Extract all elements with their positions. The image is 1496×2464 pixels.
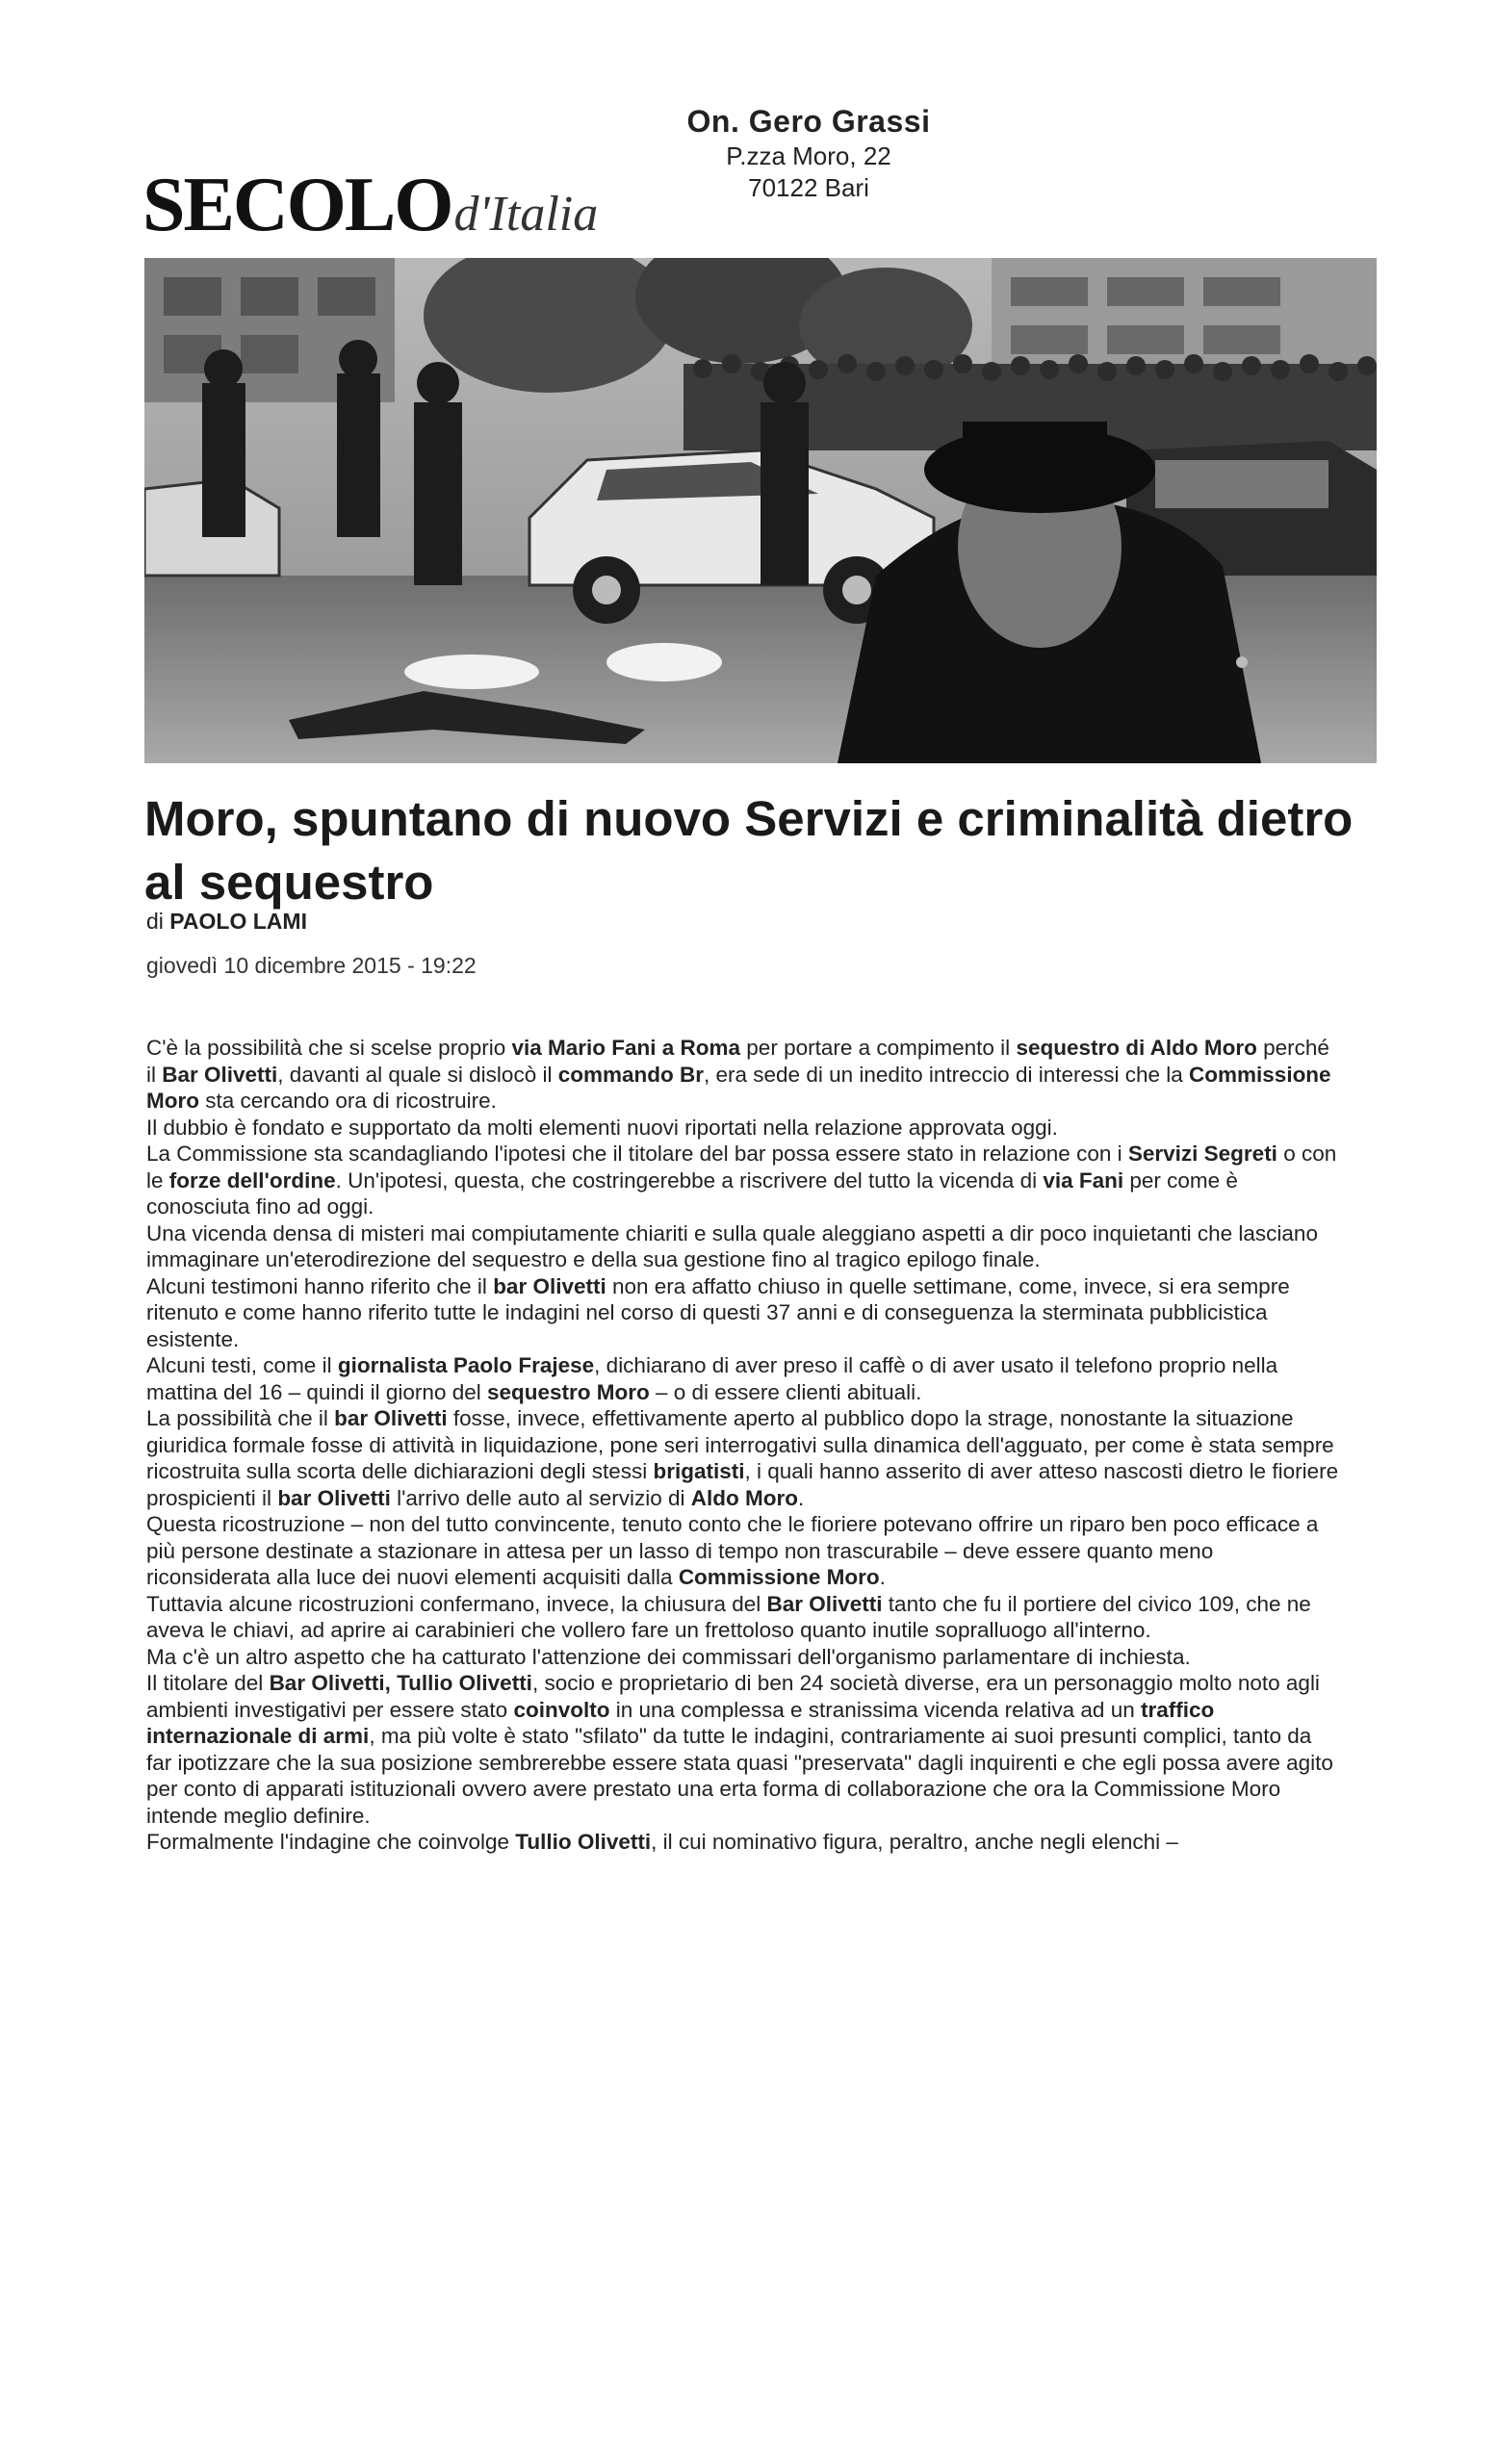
text-run: non era affatto chiuso in quelle settimane, come, invece, si era sempre ritenuto e come hanno riferito tutte le indagini nel corso di questi 37 anni e di conseguenza la sterminata pubblicistica esistente. — [146, 1273, 1290, 1351]
article-paragraph — [146, 1220, 1340, 1273]
text-run: Questa ricostruzione – non del tutto convincente, tenuto conto che le fioriere potevano offrire un riparo ben poco efficace a più persone destinate a stazionare in attesa per un lasso di tempo non trascurabile – deve essere quanto meno riconsiderata alla luce dei nuovi elementi acquisiti dalla — [146, 1512, 1319, 1589]
text-run: perché il — [146, 1036, 1329, 1087]
stamp-city: 70122 Bari — [748, 173, 869, 202]
text-run: , ma più volte è stato "sfilato" da tutte le indagini, contrariamente ai suoi presunti complici, tanto da far ipotizzare che la sua posizione sembrerebbe essere stata quasi "preservata" dagli inquirenti e che egli possa avere agito per conto di apparati istituzionali ovvero avere prestato una erta forma di collaborazione che ora la Commissione Moro intende meglio definire. — [146, 1724, 1333, 1828]
text-run: La Commissione sta scandagliando l'ipotesi che il titolare del bar possa essere stato in relazione con i — [146, 1142, 1128, 1166]
masthead-brand: SECOLO — [142, 163, 452, 247]
archive-stamp — [669, 104, 948, 203]
news-photo — [144, 258, 1377, 763]
article-paragraph — [146, 1591, 1340, 1644]
text-run: per portare a compimento il — [740, 1036, 1017, 1060]
highlighted-phrase: Aldo Moro — [690, 1485, 799, 1510]
highlighted-phrase: bar Olivetti — [334, 1406, 448, 1430]
text-run: C'è la possibilità che si scelse proprio — [146, 1036, 512, 1060]
highlighted-phrase: sequestro di Aldo Moro — [1016, 1036, 1257, 1060]
highlighted-phrase: Servizi Segreti — [1127, 1142, 1277, 1166]
byline-author: PAOLO LAMI — [169, 909, 307, 934]
byline-prefix: di — [146, 909, 164, 934]
article-paragraph — [146, 1511, 1340, 1591]
text-run: l'arrivo delle auto al servizio di — [390, 1485, 691, 1510]
text-run: Il dubbio è fondato e supportato da molti elementi nuovi riportati nella relazione approvata oggi. — [146, 1115, 1058, 1140]
highlighted-phrase: traffico internazionale di armi — [146, 1697, 1215, 1748]
highlighted-phrase: commando Br — [557, 1062, 704, 1087]
text-run: tanto che fu il portiere del civico 109, che ne aveva le chiavi, ad aprire ai carabinieri che vollero fare un frettoloso quanto inutile sopralluogo all'interno. — [146, 1591, 1311, 1642]
text-run: , dichiarano di aver preso il caffè o di aver usato il telefono proprio nella mattina del 16 – quindi il giorno del — [146, 1353, 1278, 1404]
text-run: , i quali hanno asserito di aver atteso nascosti dietro le fioriere prospicienti il — [146, 1459, 1339, 1510]
text-run: Ma c'è un altro aspetto che ha catturato l'attenzione dei commissari dell'organismo parlamentare di inchiesta. — [146, 1644, 1191, 1669]
article-paragraph — [146, 1670, 1340, 1829]
highlighted-phrase: Bar Olivetti — [766, 1591, 883, 1616]
highlighted-phrase: Bar Olivetti, Tullio Olivetti — [269, 1671, 532, 1695]
stamp-address: P.zza Moro, 22 — [726, 141, 891, 170]
highlighted-phrase: Tullio Olivetti — [515, 1830, 652, 1854]
text-run: in una complessa e stranissima vicenda relativa ad un — [609, 1697, 1141, 1722]
article-paragraph — [146, 1115, 1340, 1142]
article-body — [146, 1035, 1340, 1856]
text-run: Formalmente l'indagine che coinvolge — [146, 1830, 516, 1854]
text-run: sta cercando ora di ricostruire. — [199, 1089, 497, 1113]
news-photo-illustration — [144, 258, 1377, 763]
text-run: Alcuni testi, come il — [146, 1353, 338, 1377]
text-run: . Un'ipotesi, questa, che costringerebbe a riscrivere del tutto la vicenda di — [335, 1168, 1044, 1193]
article-paragraph — [146, 1273, 1340, 1353]
text-run: , davanti al quale si dislocò il — [277, 1062, 558, 1087]
text-run: , era sede di un inedito intreccio di interessi che la — [704, 1062, 1190, 1087]
article-paragraph — [146, 1035, 1340, 1115]
text-run: , il cui nominativo figura, peraltro, anche negli elenchi – — [651, 1830, 1178, 1854]
text-run: La possibilità che il — [146, 1406, 335, 1430]
highlighted-phrase: coinvolto — [513, 1697, 610, 1722]
highlighted-phrase: bar Olivetti — [277, 1485, 391, 1510]
text-run: . — [798, 1485, 805, 1510]
highlighted-phrase: Bar Olivetti — [162, 1062, 278, 1087]
newspaper-masthead — [142, 162, 598, 258]
article-paragraph — [146, 1405, 1340, 1511]
highlighted-phrase: via Mario Fani a Roma — [511, 1036, 741, 1060]
text-run: , socio e proprietario di ben 24 società diverse, era un personaggio molto noto agli ambienti investigativi per essere stato — [146, 1671, 1320, 1722]
text-run: Il titolare del — [146, 1671, 270, 1695]
highlighted-phrase: giornalista Paolo Frajese — [337, 1353, 595, 1377]
text-run: – o di essere clienti abituali. — [649, 1379, 922, 1404]
highlighted-phrase: via Fani — [1043, 1168, 1124, 1193]
text-run: . — [879, 1565, 886, 1589]
text-run: o con le — [146, 1142, 1337, 1193]
article-date: giovedì 10 dicembre 2015 - 19:22 — [146, 953, 477, 978]
masthead-tagline: d'Italia — [453, 187, 599, 242]
text-run: Una vicenda densa di misteri mai compiutamente chiariti e sulla quale aleggiano aspetti a dir poco inquietanti che lasciano immaginare un'eterodirezione del sequestro e della sua gestione fino al tragico epilogo finale. — [146, 1220, 1318, 1271]
highlighted-phrase: Commissione Moro — [146, 1062, 1331, 1113]
article-paragraph — [146, 1829, 1340, 1856]
text-run: Alcuni testimoni hanno riferito che il — [146, 1273, 494, 1298]
highlighted-phrase: Commissione Moro — [678, 1565, 880, 1589]
highlighted-phrase: forze dell'ordine — [168, 1168, 336, 1193]
highlighted-phrase: brigatisti — [653, 1459, 745, 1483]
article-paragraph — [146, 1141, 1340, 1220]
text-run: Tuttavia alcune ricostruzioni confermano, invece, la chiusura del — [146, 1591, 767, 1616]
highlighted-phrase: sequestro Moro — [486, 1379, 650, 1404]
article-paragraph — [146, 1352, 1340, 1405]
article-paragraph — [146, 1644, 1340, 1671]
text-run: per come è conosciuta fino ad oggi. — [146, 1168, 1238, 1219]
text-run: fosse, invece, effettivamente aperto al pubblico dopo la strage, nonostante la situazione giuridica formale fosse di attività in liquidazione, pone seri interrogativi sulla dinamica dell'agguato, per come è stata sempre ricostruita sulla scorta delle dichiarazioni degli stessi — [146, 1406, 1334, 1483]
highlighted-phrase: bar Olivetti — [493, 1273, 606, 1298]
article-headline: Moro, spuntano di nuovo Servizi e criminalità dietro al sequestro — [144, 791, 1354, 910]
stamp-name: On. Gero Grassi — [686, 104, 931, 139]
article-byline — [146, 909, 307, 935]
